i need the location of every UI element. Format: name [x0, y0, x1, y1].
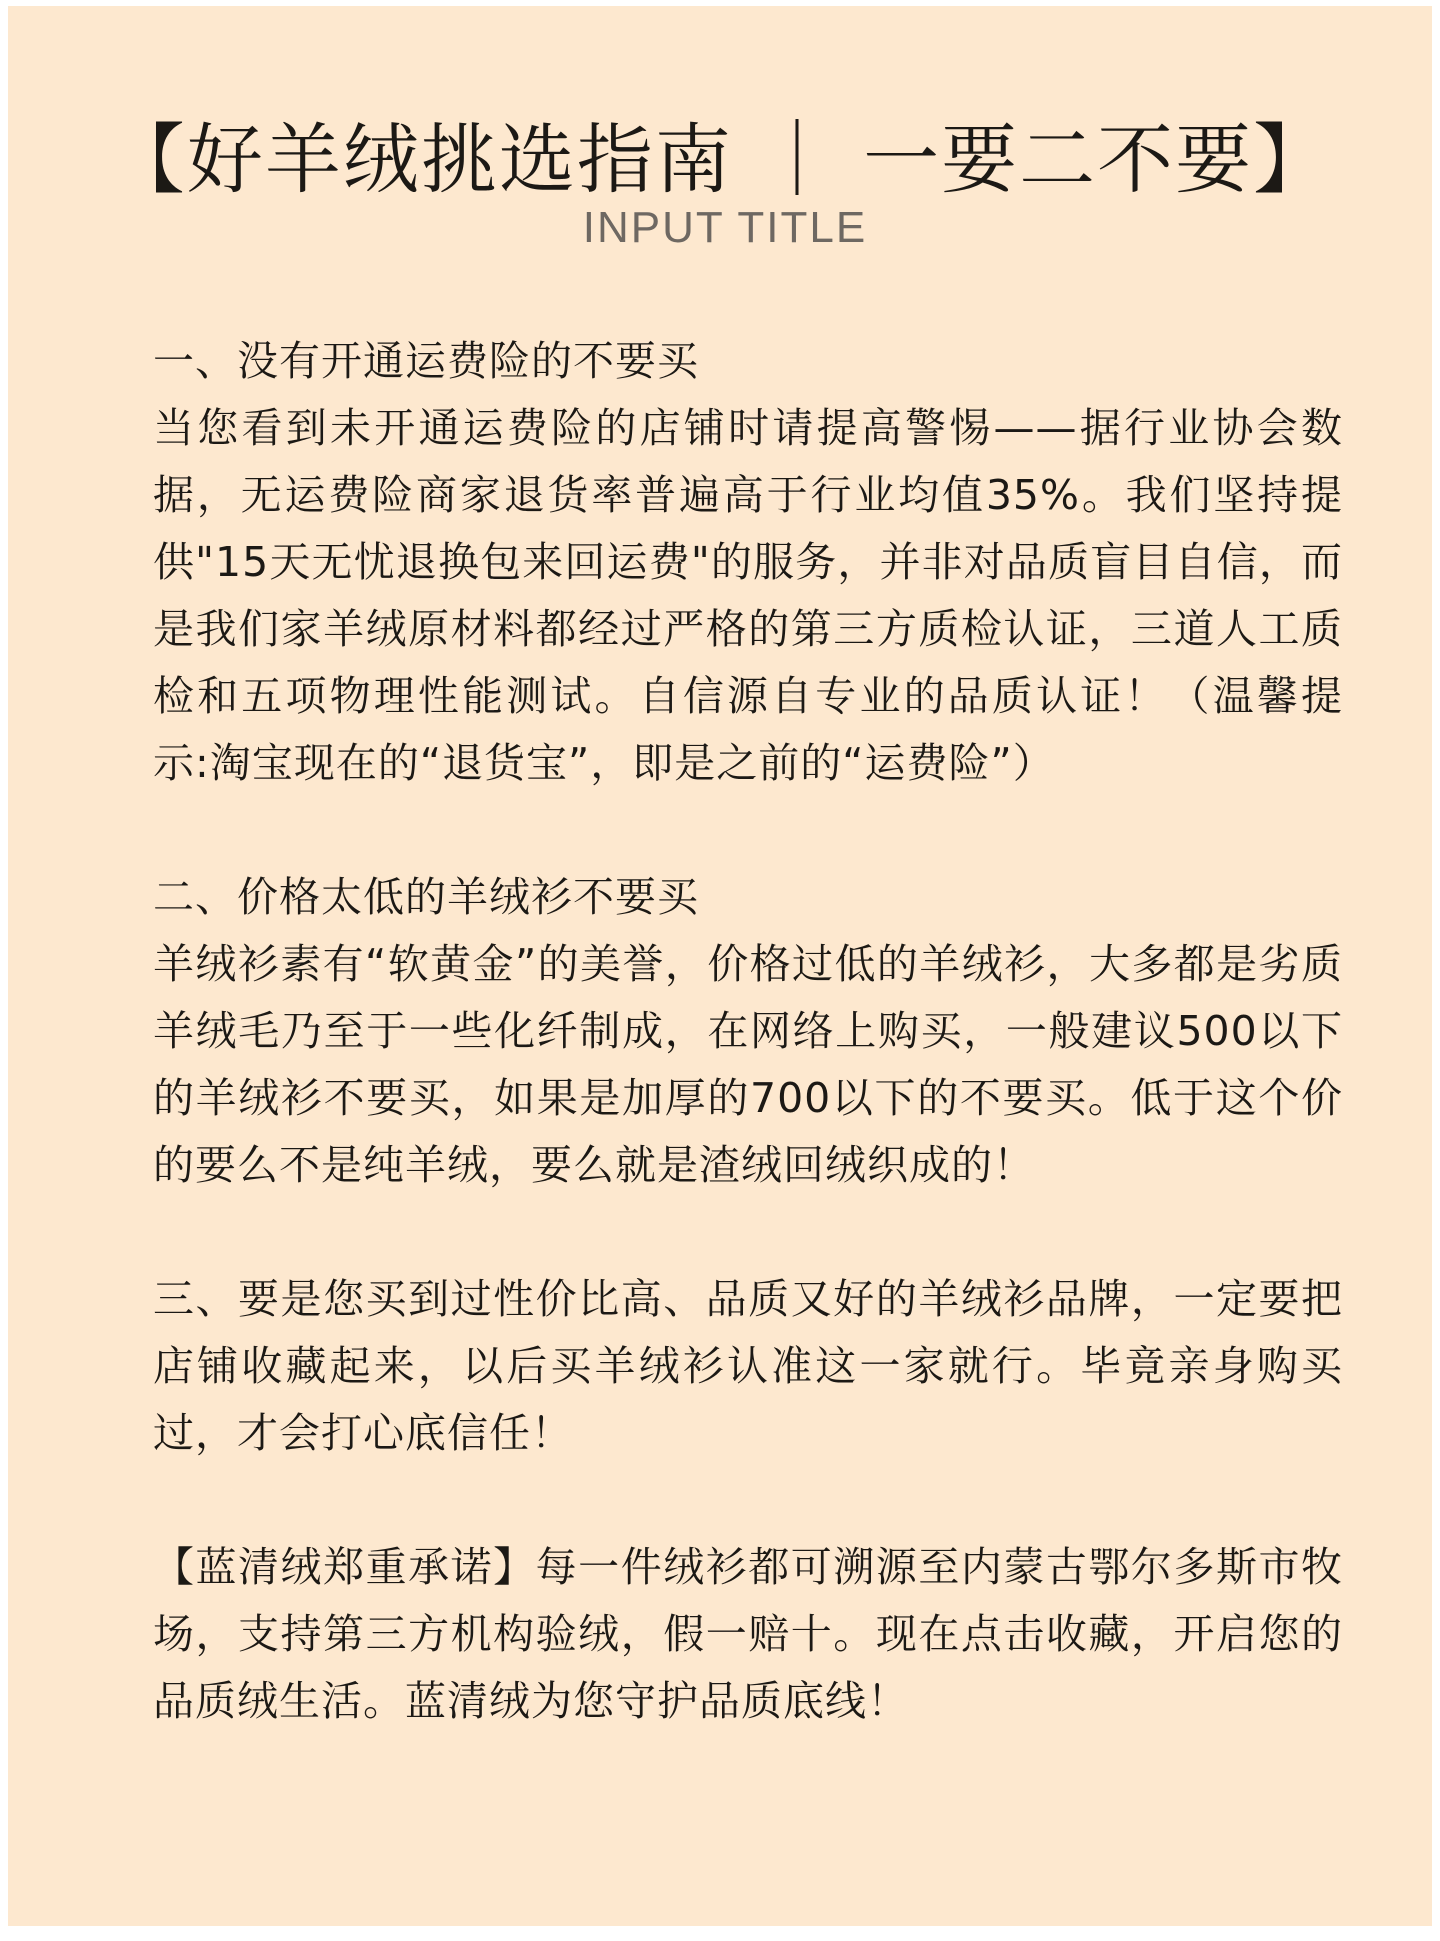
section-paragraph: 【蓝清绒郑重承诺】每一件绒衫都可溯源至内蒙古鄂尔多斯市牧场，支持第三方机构验绒，假一赔十。现在点击收藏，开启您的品质绒生活。蓝清绒为您守护品质底线！ [153, 1543, 1343, 1725]
page-subtitle: INPUT TITLE [582, 203, 868, 252]
section-low-price [153, 864, 1343, 1199]
section-paragraph: 羊绒衫素有“软黄金”的美誉，价格过低的羊绒衫，大多都是劣质羊绒毛乃至于一些化纤制成，在网络上购买，一般建议500以下的羊绒衫不要买，如果是加厚的700以下的不要买。低于这个价的要么不是纯羊绒，要么就是渣绒回绒织成的！ [153, 940, 1343, 1189]
document-page [8, 6, 1432, 1926]
section-bookmark-store [153, 1266, 1343, 1467]
page-title: 【好羊绒挑选指南 ｜ 一要二不要】 [108, 115, 1332, 204]
section-shipping-insurance [153, 328, 1343, 797]
section-heading: 一、没有开通运费险的不要买 [153, 337, 699, 385]
section-paragraph: 当您看到未开通运费险的店铺时请提高警惕——据行业协会数据，无运费险商家退货率普遍高于行业均值35%。我们坚持提供"15天无忧退换包来回运费"的服务，并非对品质盲目自信，而是我们家羊绒原材料都经过严格的第三方质检认证，三道人工质检和五项物理性能测试。自信源自专业的品质认证！（温馨提示:淘宝现在的“退货宝”，即是之前的“运费险”） [153, 404, 1343, 787]
section-brand-promise [153, 1534, 1343, 1735]
section-heading: 二、价格太低的羊绒衫不要买 [153, 873, 699, 921]
article-body [153, 328, 1343, 1802]
section-paragraph: 三、要是您买到过性价比高、品质又好的羊绒衫品牌，一定要把店铺收藏起来，以后买羊绒衫认准这一家就行。毕竟亲身购买过，才会打心底信任！ [153, 1275, 1343, 1457]
